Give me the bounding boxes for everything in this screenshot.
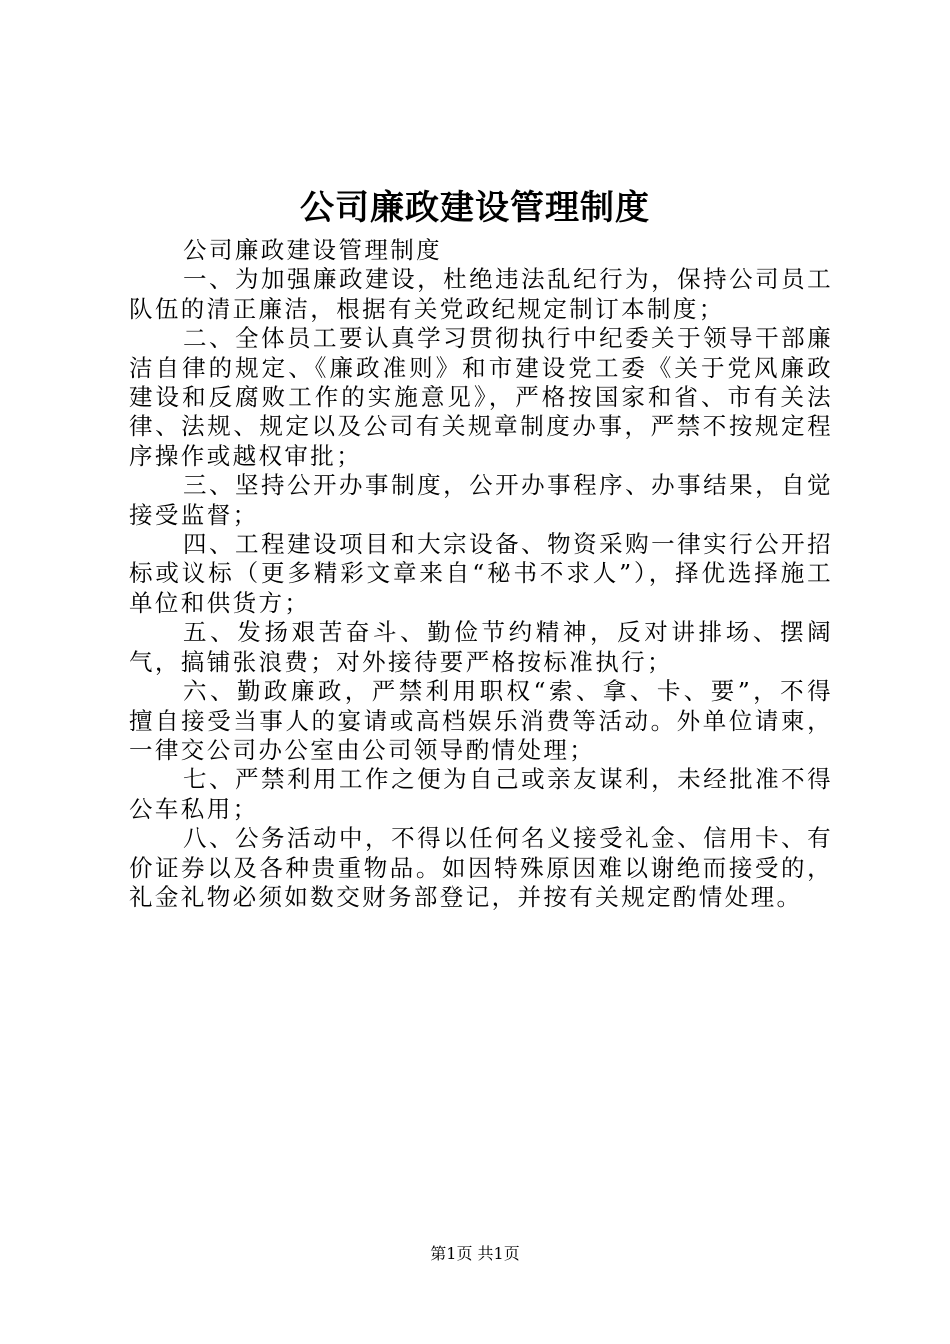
document-body: [129, 236, 833, 912]
paragraph-clause-2: 二、全体员工要认真学习贯彻执行中纪委关于领导干部廉洁自律的规定、《廉政准则》和市建设党工委《关于党风廉政建设和反腐败工作的实施意见》，严格按国家和省、市有关法律、法规、规定以及公司有关规章制度办事，严禁不按规定程序操作或越权审批；: [129, 324, 833, 470]
paragraph-clause-3: 三、坚持公开办事制度，公开办事程序、办事结果，自觉接受监督；: [129, 471, 833, 529]
paragraph-clause-6: 六、勤政廉政，严禁利用职权“索、拿、卡、要”，不得擅自接受当事人的宴请或高档娱乐消费等活动。外单位请柬，一律交公司办公室由公司领导酌情处理；: [129, 677, 833, 764]
page-number-footer: 第1页 共1页: [430, 1244, 520, 1263]
paragraph-clause-7: 七、严禁利用工作之便为自己或亲友谋利，未经批准不得公车私用；: [129, 765, 833, 823]
paragraph-clause-8: 八、公务活动中，不得以任何名义接受礼金、信用卡、有价证券以及各种贵重物品。如因特殊原因难以谢绝而接受的，礼金礼物必须如数交财务部登记，并按有关规定酌情处理。: [129, 824, 833, 911]
document-title: 公司廉政建设管理制度: [300, 188, 650, 228]
paragraph-clause-1: 一、为加强廉政建设，杜绝违法乱纪行为，保持公司员工队伍的清正廉洁，根据有关党政纪规定制订本制度；: [129, 265, 833, 323]
paragraph-clause-4: 四、工程建设项目和大宗设备、物资采购一律实行公开招标或议标（更多精彩文章来自“秘书不求人”），择优选择施工单位和供货方；: [129, 530, 833, 617]
paragraph-heading: 公司廉政建设管理制度: [183, 236, 443, 264]
paragraph-clause-5: 五、发扬艰苦奋斗、勤俭节约精神，反对讲排场、摆阔气，搞铺张浪费；对外接待要严格按标准执行；: [129, 618, 833, 676]
